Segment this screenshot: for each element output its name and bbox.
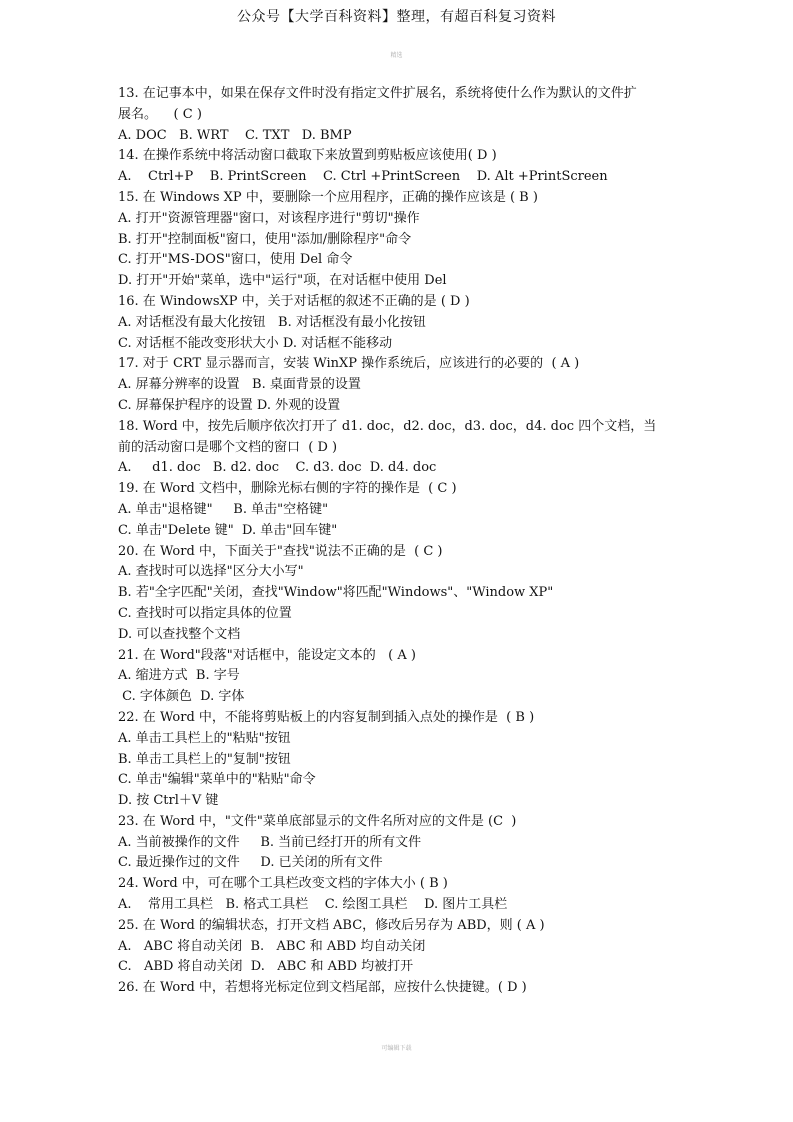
text-line: C. 单击"编辑"菜单中的"粘贴"命令	[118, 772, 316, 788]
text-line: 20. 在 Word 中，下面关于"查找"说法不正确的是 ( C )	[118, 543, 443, 559]
text-line: A. d1. doc B. d2. doc C. d3. doc D. d4. doc	[118, 460, 437, 476]
text-line: B. 若"全字匹配"关闭，查找"Window"将匹配"Windows"、"Window XP"	[118, 585, 554, 601]
text-line: 19. 在 Word 文档中，删除光标右侧的字符的操作是 ( C )	[118, 481, 457, 497]
text-line: A. 查找时可以选择"区分大小写"	[118, 564, 304, 580]
text-line: A. 打开"资源管理器"窗口，对该程序进行"剪切"操作	[118, 210, 420, 226]
text-line: C. 屏幕保护程序的设置 D. 外观的设置	[118, 397, 341, 413]
text-line: 21. 在 Word"段落"对话框中，能设定文本的 ( A )	[118, 647, 416, 663]
text-line: 15. 在 Windows XP 中，要删除一个应用程序，正确的操作应该是 ( B )	[118, 189, 538, 205]
text-line: A. 单击工具栏上的"粘贴"按钮	[118, 730, 291, 746]
text-line: C. 字体颜色 D. 字体	[118, 689, 245, 705]
top-watermark-note: 精选	[390, 52, 403, 59]
text-line: 展名。 ( C )	[118, 106, 202, 122]
text-line: 18. Word 中，按先后顺序依次打开了 d1. doc，d2. doc，d3. doc，d4. doc 四个文档，当	[118, 418, 657, 434]
text-line: A. 缩进方式 B. 字号	[118, 668, 240, 684]
text-line: 26. 在 Word 中，若想将光标定位到文档尾部，应按什么快捷键。( D )	[118, 980, 527, 996]
text-line: A. ABC 将自动关闭 B. ABC 和 ABD 均自动关闭	[118, 938, 426, 954]
page-header: 公众号【大学百科资料】整理，有超百科复习资料	[237, 9, 556, 25]
text-line: C. 单击"Delete 键" D. 单击"回车键"	[118, 522, 338, 538]
text-line: A. 单击"退格键" B. 单击"空格键"	[118, 501, 329, 517]
text-line: A. 当前被操作的文件 B. 当前已经打开的所有文件	[118, 834, 422, 850]
text-line: A. Ctrl+P B. PrintScreen C. Ctrl +PrintScreen D. Alt +PrintScreen	[118, 169, 608, 185]
text-line: D. 打开"开始"菜单，选中"运行"项，在对话框中使用 Del	[118, 273, 447, 289]
text-line: B. 单击工具栏上的"复制"按钮	[118, 751, 291, 767]
text-line: C. ABD 将自动关闭 D. ABC 和 ABD 均被打开	[118, 959, 414, 975]
text-line: 16. 在 WindowsXP 中，关于对话框的叙述不正确的是 ( D )	[118, 293, 470, 309]
text-line: C. 查找时可以指定具体的位置	[118, 605, 292, 621]
text-line: 17. 对于 CRT 显示器而言，安装 WinXP 操作系统后，应该进行的必要的 ( A )	[118, 356, 580, 372]
text-line: 前的活动窗口是哪个文档的窗口 ( D )	[118, 439, 338, 455]
text-line: 23. 在 Word 中，"文件"菜单底部显示的文件名所对应的文件是 (C )	[118, 813, 517, 829]
text-line: 14. 在操作系统中将活动窗口截取下来放置到剪贴板应该使用( D )	[118, 148, 497, 164]
text-line: B. 打开"控制面板"窗口，使用"添加/删除程序"命令	[118, 231, 412, 247]
text-line: A. 屏幕分辨率的设置 B. 桌面背景的设置	[118, 377, 361, 393]
text-line: C. 最近操作过的文件 D. 已关闭的所有文件	[118, 855, 383, 871]
text-line: C. 对话框不能改变形状大小 D. 对话框不能移动	[118, 335, 393, 351]
question-list	[118, 84, 678, 999]
text-line: C. 打开"MS-DOS"窗口，使用 Del 命令	[118, 252, 353, 268]
text-line: A. 对话框没有最大化按钮 B. 对话框没有最小化按钮	[118, 314, 426, 330]
footer-watermark-note: 可编辑下载	[381, 1045, 412, 1052]
text-line: 24. Word 中，可在哪个工具栏改变文档的字体大小 ( B )	[118, 876, 448, 892]
text-line: A. 常用工具栏 B. 格式工具栏 C. 绘图工具栏 D. 图片工具栏	[118, 897, 508, 913]
text-line: A. DOC B. WRT C. TXT D. BMP	[118, 127, 352, 143]
text-line: 13. 在记事本中，如果在保存文件时没有指定文件扩展名，系统将使什么作为默认的文件扩	[118, 86, 637, 101]
text-line: 25. 在 Word 的编辑状态，打开文档 ABC，修改后另存为 ABD，则 ( A )	[118, 917, 545, 933]
text-line: D. 按 Ctrl＋V 键	[118, 793, 219, 809]
text-line: 22. 在 Word 中，不能将剪贴板上的内容复制到插入点处的操作是 ( B )	[118, 709, 535, 725]
text-line: D. 可以查找整个文档	[118, 626, 241, 642]
